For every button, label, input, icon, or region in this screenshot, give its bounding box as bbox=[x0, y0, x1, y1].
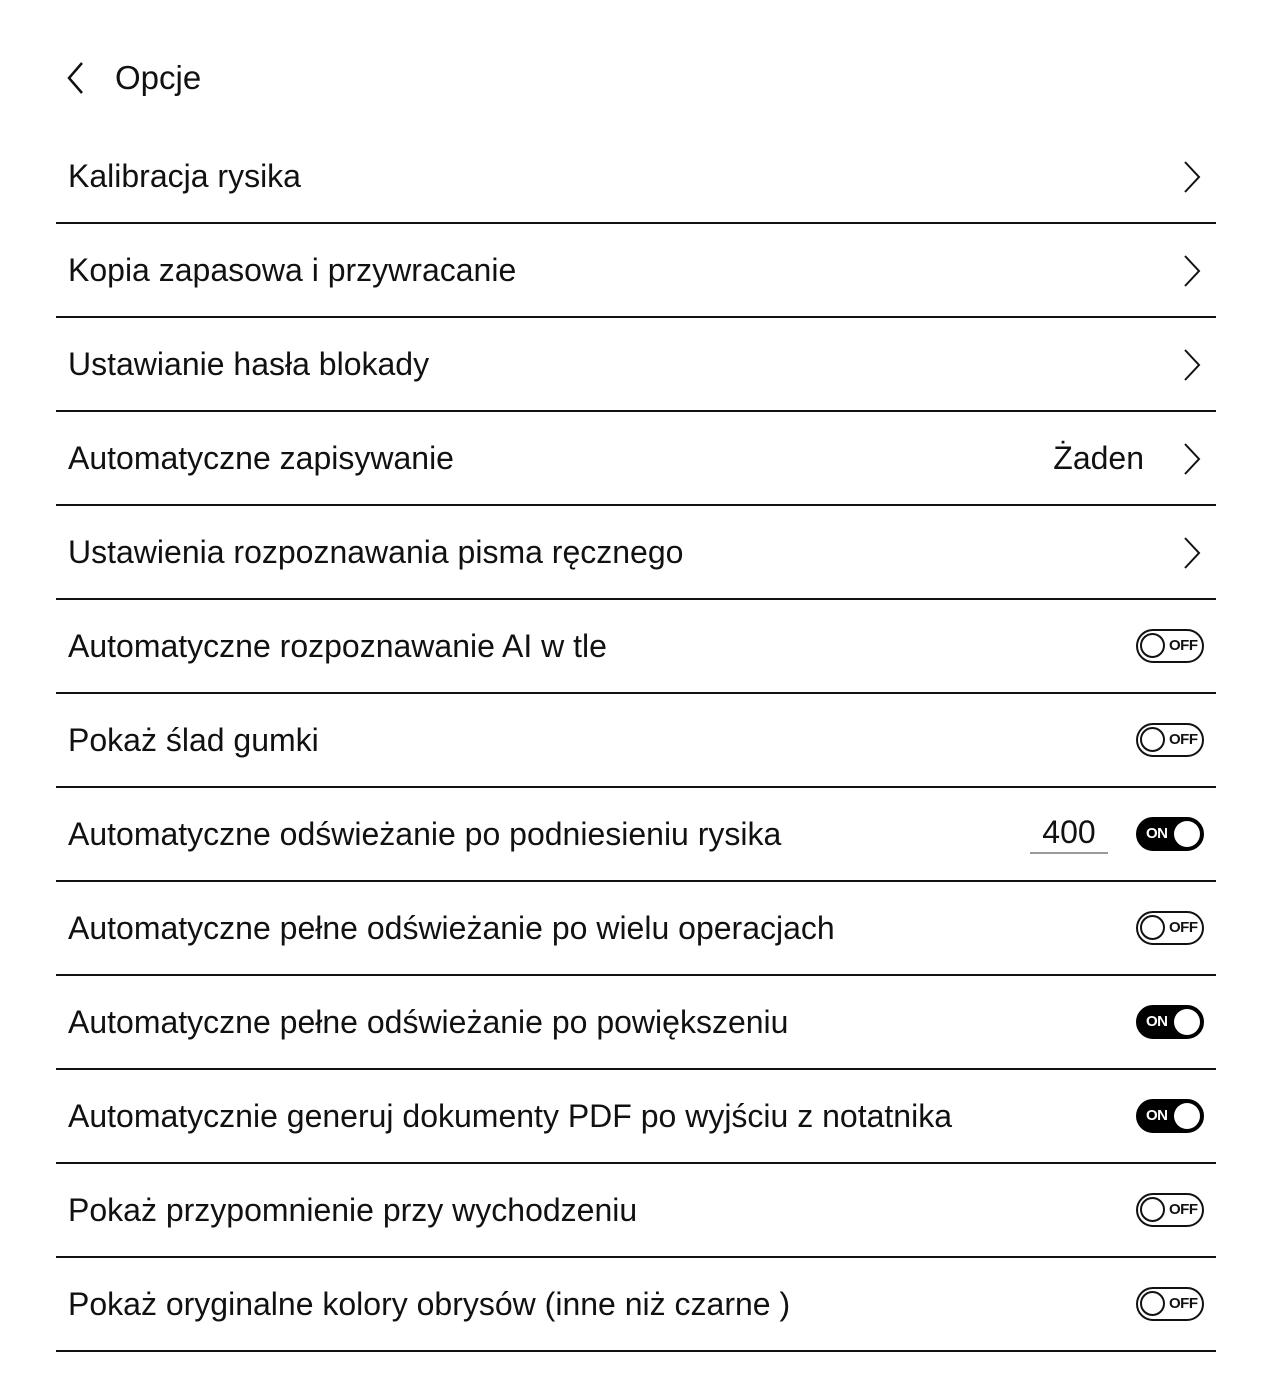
setting-eraser-trail bbox=[56, 694, 1216, 788]
chevron-right-icon bbox=[1182, 536, 1202, 570]
setting-label: Automatyczne odświeżanie po podniesieniu rysika bbox=[68, 816, 782, 852]
setting-auto-save[interactable] bbox=[56, 412, 1216, 506]
back-chevron-icon[interactable] bbox=[62, 60, 92, 96]
full-refresh-zoom-toggle[interactable]: ON bbox=[1136, 1005, 1204, 1039]
header bbox=[0, 40, 1278, 116]
auto-save-value: Żaden bbox=[1053, 440, 1144, 476]
chevron-right-icon bbox=[1182, 160, 1202, 194]
setting-label: Automatyczne pełne odświeżanie po wielu operacjach bbox=[68, 910, 835, 946]
chevron-right-icon bbox=[1182, 442, 1202, 476]
setting-original-stroke-colors bbox=[56, 1258, 1216, 1352]
setting-label: Automatyczne pełne odświeżanie po powiększeniu bbox=[68, 1004, 789, 1040]
chevron-right-icon bbox=[1182, 254, 1202, 288]
settings-list bbox=[56, 130, 1216, 1352]
setting-lock-password[interactable] bbox=[56, 318, 1216, 412]
refresh-delay-input[interactable]: 400 bbox=[1030, 812, 1108, 854]
setting-handwriting-recognition[interactable] bbox=[56, 506, 1216, 600]
setting-label: Ustawianie hasła blokady bbox=[68, 346, 430, 382]
setting-ai-background-recognition bbox=[56, 600, 1216, 694]
setting-label: Pokaż przypomnienie przy wychodzeniu bbox=[68, 1192, 638, 1228]
eraser-trail-toggle[interactable]: OFF bbox=[1136, 723, 1204, 757]
setting-label: Kopia zapasowa i przywracanie bbox=[68, 252, 517, 288]
setting-full-refresh-zoom bbox=[56, 976, 1216, 1070]
setting-label: Automatycznie generuj dokumenty PDF po wyjściu z notatnika bbox=[68, 1098, 952, 1134]
ai-recognition-toggle[interactable]: OFF bbox=[1136, 629, 1204, 663]
original-colors-toggle[interactable]: OFF bbox=[1136, 1287, 1204, 1321]
setting-backup-restore[interactable] bbox=[56, 224, 1216, 318]
chevron-right-icon bbox=[1182, 348, 1202, 382]
setting-auto-generate-pdf bbox=[56, 1070, 1216, 1164]
auto-generate-pdf-toggle[interactable]: ON bbox=[1136, 1099, 1204, 1133]
setting-stylus-calibration[interactable] bbox=[56, 130, 1216, 224]
refresh-pen-lift-toggle[interactable]: ON bbox=[1136, 817, 1204, 851]
exit-reminder-toggle[interactable]: OFF bbox=[1136, 1193, 1204, 1227]
page-title: Opcje bbox=[115, 59, 202, 96]
full-refresh-operations-toggle[interactable]: OFF bbox=[1136, 911, 1204, 945]
setting-label: Pokaż ślad gumki bbox=[68, 722, 319, 758]
setting-label: Automatyczne rozpoznawanie AI w tle bbox=[68, 628, 607, 664]
setting-exit-reminder bbox=[56, 1164, 1216, 1258]
setting-refresh-after-pen-lift bbox=[56, 788, 1216, 882]
setting-full-refresh-operations bbox=[56, 882, 1216, 976]
setting-label: Ustawienia rozpoznawania pisma ręcznego bbox=[68, 534, 684, 570]
setting-label: Pokaż oryginalne kolory obrysów (inne niż czarne ) bbox=[68, 1286, 791, 1322]
setting-label: Kalibracja rysika bbox=[68, 158, 301, 194]
setting-label: Automatyczne zapisywanie bbox=[68, 440, 454, 476]
